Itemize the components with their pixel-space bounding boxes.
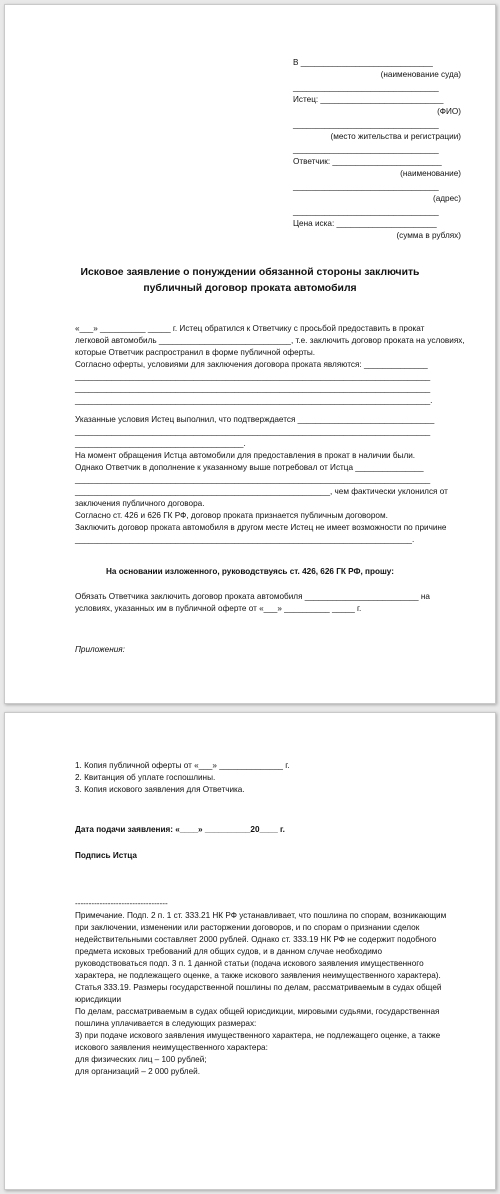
note-line-11: 3) при подаче искового заявления имущественного характера, не подлежащего оценке, а также: [75, 1031, 441, 1040]
note-line-7: Статья 333.19. Размеры государственной пошлины по делам, рассматриваемым в судах общей: [75, 983, 442, 992]
residence-hint: (место жительства и регистрации): [330, 132, 461, 141]
footnote-separator: ----------------------------------: [75, 899, 168, 908]
note-line-2: при заключении, изменении или расторжении договоров, и по спорам о признании сделок: [75, 923, 420, 932]
document-title-line-1: Исковое заявление о понуждении обязанной стороны заключить: [80, 267, 420, 278]
defendant-line: Ответчик: ________________________: [293, 157, 442, 166]
body-line-13: ______________________________________________________________________________: [75, 475, 431, 484]
claim-price-line: Цена иска: ______________________: [293, 219, 437, 228]
document-title-line-2: публичный договор проката автомобиля: [143, 283, 357, 294]
note-line-5: руководствоваться подп. 3 п. 1 данной статьи (подача искового заявления имущественного: [75, 959, 424, 968]
body-line-6: ______________________________________________________________________________: [75, 384, 431, 393]
note-line-13: для физических лиц – 100 рублей;: [75, 1055, 207, 1064]
body-line-10: _____________________________________.: [75, 439, 246, 448]
filing-date: Дата подачи заявления: «____» __________20____ г.: [75, 825, 285, 834]
attachment-item-1: 1. Копия публичной оферты от «___» ______________ г.: [75, 761, 290, 770]
body-line-4: Согласно оферты, условиями для заключения договора проката являются: ______________: [75, 360, 428, 369]
document-page-1: [4, 4, 496, 704]
plaintiff-line-2: ________________________________: [293, 120, 439, 129]
body-line-7: ______________________________________________________________________________.: [75, 396, 433, 405]
plaintiff-line: Истец: ___________________________: [293, 95, 444, 104]
demand-line-1: Обязать Ответчика заключить договор проката автомобиля _________________________ на: [75, 592, 430, 601]
document-page-2: [4, 712, 496, 1190]
note-line-4: предмета исковых требований для общих судов, и в данном случае необходимо: [75, 947, 382, 956]
body-line-16: Согласно ст. 426 и 626 ГК РФ, договор проката признается публичным договором.: [75, 511, 388, 520]
name-hint: (наименование): [400, 169, 461, 178]
demand-line-2: условиях, указанных им в публичной оферте от «___» __________ _____ г.: [75, 604, 362, 613]
body-line-15: заключения публичного договора.: [75, 499, 205, 508]
body-line-17: Заключить договор проката автомобиля в другом месте Истец не имеет возможности по причине: [75, 523, 447, 532]
note-line-1: Примечание. Подп. 2 п. 1 ст. 333.21 НК РФ устанавливает, что пошлина по спорам, возникающим: [75, 911, 447, 920]
body-line-18: __________________________________________________________________________.: [75, 535, 415, 544]
fio-hint: (ФИО): [437, 107, 461, 116]
body-line-2: легковой автомобиль _____________________________, т.е. заключить договор проката на условиях,: [75, 336, 465, 345]
address-hint: (адрес): [433, 194, 461, 203]
body-line-11: На момент обращения Истца автомобили для предоставления в прокат в наличии были.: [75, 451, 416, 460]
court-hint: (наименование суда): [380, 70, 461, 79]
attachment-item-3: 3. Копия искового заявления для Ответчика.: [75, 785, 245, 794]
plaintiff-signature: Подпись Истца: [75, 851, 137, 860]
note-line-3: недействительными составляет 2000 рублей. Однако ст. 333.19 НК РФ не содержит подобного: [75, 935, 437, 944]
body-line-8: Указанные условия Истец выполнил, что подтверждается ______________________________: [75, 415, 435, 424]
note-line-6: характера, не подлежащего оценке, а также искового заявления неимущественного характера).: [75, 971, 441, 980]
body-line-9: ______________________________________________________________________________: [75, 427, 431, 436]
defendant-line-2: ________________________________: [293, 182, 439, 191]
body-line-1: «___» __________ _____ г. Истец обратился к Ответчику с просьбой предоставить в прокат: [75, 324, 425, 333]
body-line-12: Однако Ответчик в дополнение к указанному выше потребовал от Истца _______________: [75, 463, 424, 472]
basis-heading: На основании изложенного, руководствуясь ст. 426, 626 ГК РФ, прошу:: [106, 567, 394, 576]
note-line-8: юрисдикции: [75, 995, 122, 1004]
sum-hint: (сумма в рублях): [396, 231, 461, 240]
body-line-14: ________________________________________________________, чем фактически уклонился от: [75, 487, 448, 496]
court-line-2: ________________________________: [293, 83, 439, 92]
attachment-item-2: 2. Квитанция об уплате госпошлины.: [75, 773, 216, 782]
defendant-line-3: ________________________________: [293, 207, 439, 216]
note-line-10: пошлина уплачивается в следующих размерах:: [75, 1019, 257, 1028]
body-line-3: которые Ответчик распространил в форме публичной оферты.: [75, 348, 315, 357]
note-line-9: По делам, рассматриваемым в судах общей юрисдикции, мировыми судьями, государственная: [75, 1007, 440, 1016]
attachments-heading: Приложения:: [75, 645, 125, 654]
court-line: В _____________________________: [293, 58, 433, 67]
body-line-5: ______________________________________________________________________________: [75, 372, 431, 381]
note-line-14: для организаций – 2 000 рублей.: [75, 1067, 200, 1076]
note-line-12: искового заявления неимущественного характера:: [75, 1043, 268, 1052]
plaintiff-line-3: ________________________________: [293, 145, 439, 154]
